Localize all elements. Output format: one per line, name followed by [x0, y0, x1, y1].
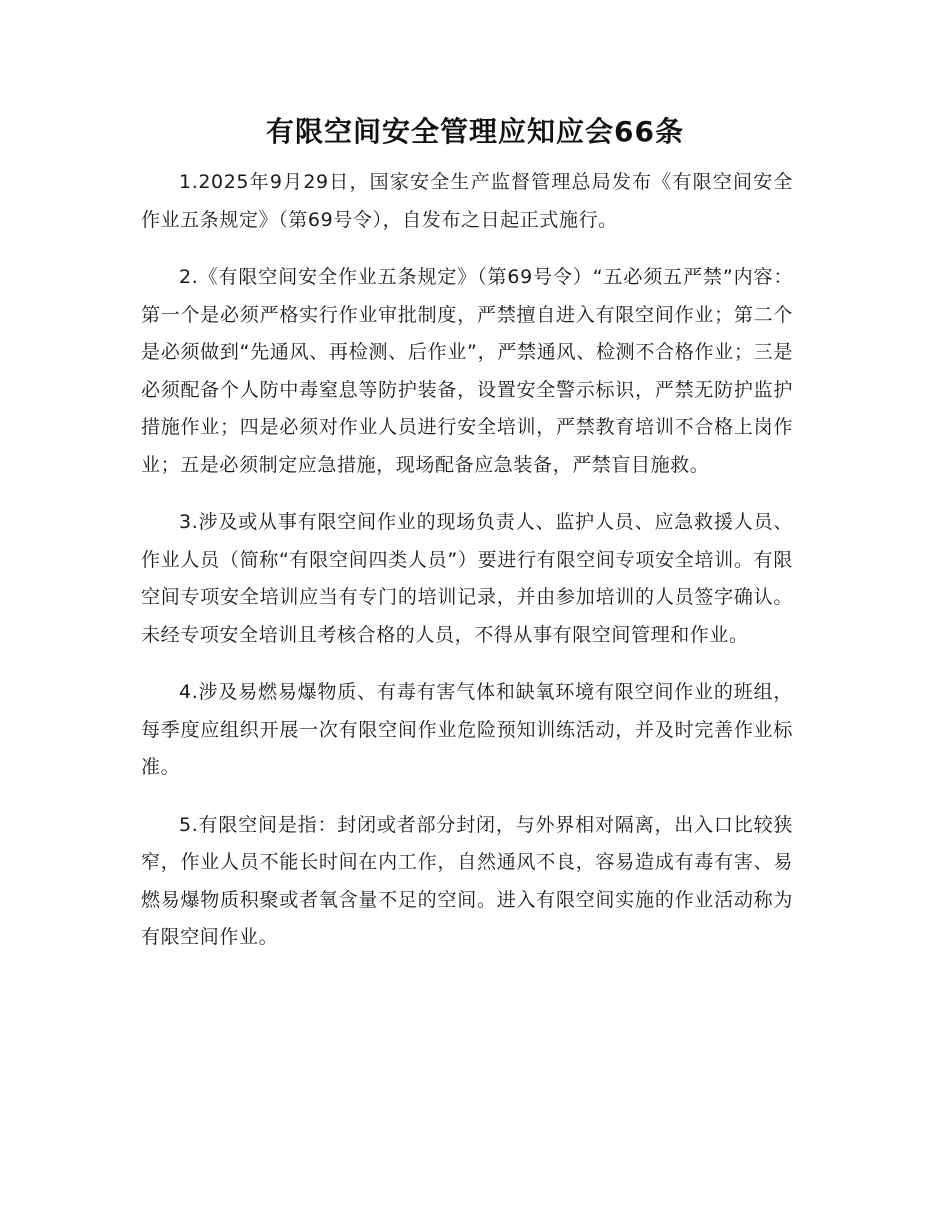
paragraph-3: 3.涉及或从事有限空间作业的现场负责人、监护人员、应急救援人员、作业人员（简称“有限空间四类人员”）要进行有限空间专项安全培训。有限空间专项安全培训应当有专门的培训记录，并由参加培训的人员签字确认。未经专项安全培训且考核合格的人员，不得从事有限空间管理和作业。 [141, 511, 793, 646]
paragraph-2: 2.《有限空间安全作业五条规定》（第69号令）“五必须五严禁”内容：第一个是必须严格实行作业审批制度，严禁擅自进入有限空间作业；第二个是必须做到“先通风、再检测、后作业”，严禁通风、检测不合格作业；三是必须配备个人防中毒窒息等防护装备，设置安全警示标识，严禁无防护监护措施作业；四是必须对作业人员进行安全培训，严禁教育培训不合格上岗作业；五是必须制定应急措施，现场配备应急装备，严禁盲目施救。 [141, 266, 793, 476]
paragraph-4: 4.涉及易燃易爆物质、有毒有害气体和缺氧环境有限空间作业的班组，每季度应组织开展一次有限空间作业危险预知训练活动，并及时完善作业标准。 [141, 681, 793, 778]
document-title: 有限空间安全管理应知应会66条 [266, 115, 684, 148]
paragraph-5: 5.有限空间是指：封闭或者部分封闭，与外界相对隔离，出入口比较狭窄，作业人员不能长时间在内工作，自然通风不良，容易造成有毒有害、易燃易爆物质积聚或者氧含量不足的空间。进入有限空间实施的作业活动称为有限空间作业。 [141, 813, 793, 948]
document-body [141, 164, 793, 977]
paragraph-1: 1.2025年9月29日，国家安全生产监督管理总局发布《有限空间安全作业五条规定》（第69号令），自发布之日起正式施行。 [141, 171, 793, 231]
